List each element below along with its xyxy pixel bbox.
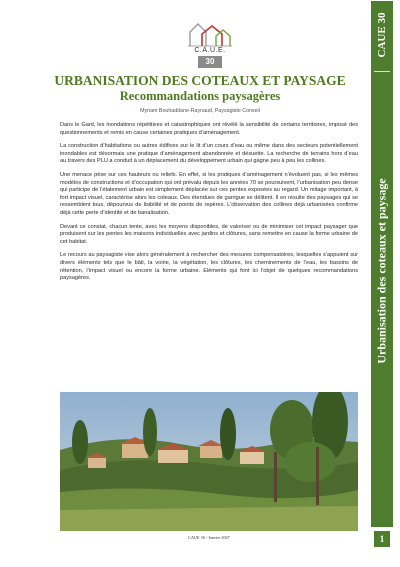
sidebar-tag-text: CAUE 30	[376, 12, 388, 58]
paragraph: La construction d’habitations ou autres édifices sur le lit d’un cours d’eau ou même dans des secteurs potentiellement inondables est désormais une pratique d’aménagement abandonnée et désuette. La recherche de terrains hors d’eau au travers des PLU a conduit à un déplacement du développement urbain qui gagne peu à peu les collines.	[60, 143, 358, 165]
paragraph: Devant ce constat, chacun tente, avec les moyens disponibles, de valoriser ou de minimiser cet impact paysager que produisent sur les pentes les maisons individuelles avec jardins et clôtures, sans remettre en cause la forme urbaine de cet habitat.	[60, 223, 358, 245]
article-body	[60, 122, 358, 289]
author-line: Myriam Bouhaddane-Raynaud, Paysagiste Conseil	[140, 108, 260, 114]
sidebar-band	[371, 1, 393, 527]
footer-note: CAUE 30 - Janvier 2007	[188, 535, 230, 540]
page-title: URBANISATION DES COTEAUX ET PAYSAGE	[54, 73, 346, 88]
hillside-village-photo	[60, 392, 358, 531]
sidebar-title	[372, 151, 392, 391]
page-subtitle: Recommandations paysagères	[119, 89, 281, 103]
page-number: 1	[374, 531, 390, 547]
paragraph: Le recours au paysagiste vise alors généralement à rechercher des mesures compensatoires, lesquelles s’appuient sur divers éléments tels que le bâti, la voirie, la végétation, les clôtures, les cheminements de l’eau, les bassins de rétention, l’impact visuel ou encore la forme urbaine. Eléments qui font ici l’objet de quelques recommandations paysagères.	[60, 252, 358, 282]
sidebar-title-text: Urbanisation des coteaux et paysage	[374, 178, 389, 364]
paragraph: Dans le Gard, les inondations répétitives et catastrophiques ont révélé la sensibilité de certains territoires, imposé des questionnements et remis en cause certaines pratiques d’aménagement.	[60, 122, 358, 136]
caue-logo	[178, 20, 242, 70]
logo-name: C.A.U.E.	[194, 47, 226, 54]
sidebar-tag	[372, 5, 392, 65]
logo-number: 30	[198, 56, 222, 68]
houses-logo-icon	[186, 20, 234, 48]
sidebar-divider	[374, 71, 390, 72]
paragraph: Une menace pèse sur ces hauteurs ou reliefs. En effet, si les pratiques d’aménagement n’évoluent pas, si les mêmes modèles de constructions et d’occupation qui ont prévalu depuis les années 70 se poursuivent, l’urbanisation peu dense qui participe de l’étalement urbain est simplement déplacée sur ces pentes exposées au regard. Un mitage important, à fort impact visuel, caractérise alors les coteaux. Des étendues de garrigue se délitent. Il en résulte des paysages qui se ressemblent tous, dépourvus de lisibilité et de points de repères. L’observation des collines déjà urbanisées confirme déjà cette perte d’identité et de banalisation.	[60, 171, 358, 216]
